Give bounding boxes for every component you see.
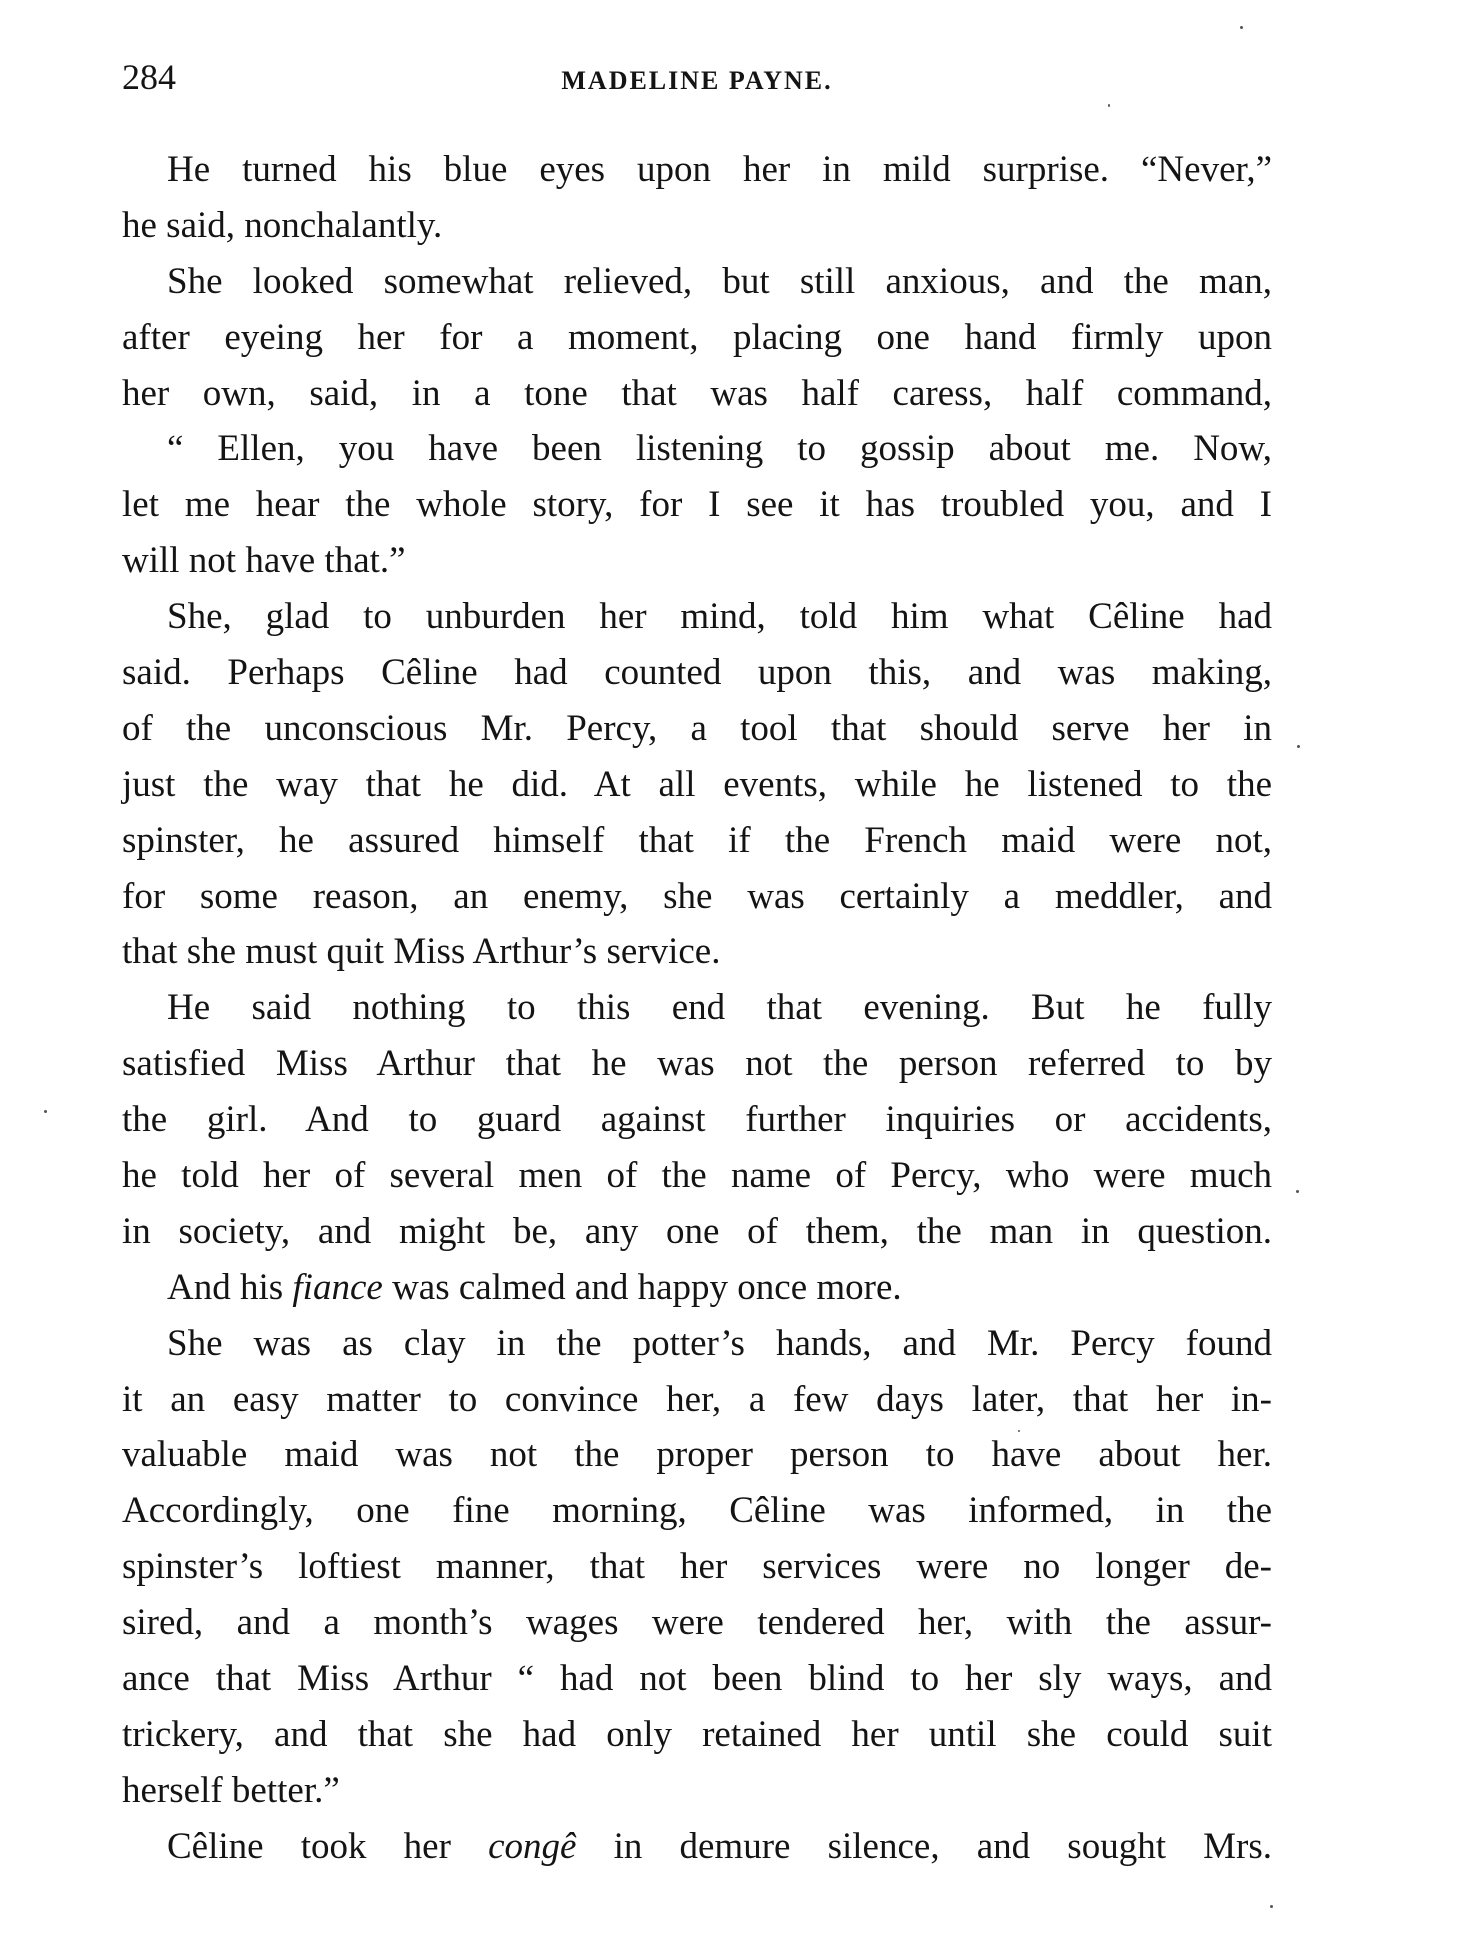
- running-head: MADELINE PAYNE.: [561, 66, 833, 95]
- text-line: trickery, and that she had only retained her until she could suit: [122, 1713, 1272, 1755]
- scan-speck: [1108, 104, 1110, 107]
- italic-word: fiance: [292, 1266, 383, 1308]
- scan-speck: [1018, 1430, 1020, 1432]
- text-line: that she must quit Miss Arthur’s service.: [122, 931, 721, 973]
- text-line: [122, 1260, 1272, 1316]
- text-line: after eyeing her for a moment, placing one hand firmly upon: [122, 316, 1272, 358]
- text-line: She, glad to unburden her mind, told him what Cêline had: [167, 596, 1272, 638]
- text-line: just the way that he did. At all events, while he listened to the: [122, 763, 1272, 805]
- text-line: in society, and might be, any one of them, the man in question.: [122, 1210, 1272, 1252]
- page-header: [122, 52, 1272, 102]
- text-line: She looked somewhat relieved, but still anxious, and the man,: [167, 260, 1272, 302]
- text-line: valuable maid was not the proper person to have about her.: [122, 1434, 1272, 1476]
- text-run: And his: [167, 1266, 293, 1308]
- text-line: he told her of several men of the name of Percy, who were much: [122, 1155, 1272, 1197]
- text-line: will not have that.”: [122, 540, 406, 582]
- text-line: satisfied Miss Arthur that he was not the person referred to by: [122, 1043, 1272, 1085]
- page-number: 284: [122, 57, 176, 97]
- text-run: Cêline took her: [167, 1825, 489, 1867]
- text-line: ance that Miss Arthur “ had not been blind to her sly ways, and: [122, 1658, 1272, 1700]
- scan-speck: [44, 1110, 47, 1113]
- text-line: for some reason, an enemy, she was certainly a meddler, and: [122, 875, 1272, 917]
- text-line: spinster’s loftiest manner, that her services were no longer de-: [122, 1546, 1272, 1588]
- text-run: was calmed and happy once more.: [382, 1266, 902, 1308]
- body-text: [122, 142, 1272, 1875]
- text-line: He said nothing to this end that evening. But he fully: [167, 987, 1272, 1029]
- text-line: her own, said, in a tone that was half caress, half command,: [122, 372, 1272, 414]
- text-line: of the unconscious Mr. Percy, a tool that should serve her in: [122, 707, 1272, 749]
- text-line: spinster, he assured himself that if the French maid were not,: [122, 819, 1272, 861]
- scan-speck: [1270, 1905, 1273, 1908]
- italic-word: congê: [488, 1825, 577, 1867]
- text-line: She was as clay in the potter’s hands, and Mr. Percy found: [167, 1322, 1272, 1364]
- text-line: the girl. And to guard against further inquiries or accidents,: [122, 1099, 1272, 1141]
- text-line: he said, nonchalantly.: [122, 204, 443, 246]
- text-line: sired, and a month’s wages were tendered her, with the assur-: [122, 1602, 1272, 1644]
- text-line: “ Ellen, you have been listening to gossip about me. Now,: [167, 428, 1272, 470]
- text-line: Accordingly, one fine morning, Cêline was informed, in the: [122, 1490, 1272, 1532]
- text-line: [122, 1819, 1272, 1875]
- text-line: it an easy matter to convince her, a few days later, that her in-: [122, 1378, 1272, 1420]
- text-line: herself better.”: [122, 1769, 340, 1811]
- text-line: let me hear the whole story, for I see it has troubled you, and I: [122, 484, 1272, 526]
- text-line: said. Perhaps Cêline had counted upon this, and was making,: [122, 652, 1272, 694]
- scan-speck: [1296, 1190, 1299, 1193]
- scan-speck: [1240, 26, 1243, 29]
- text-line: He turned his blue eyes upon her in mild surprise. “Never,”: [167, 149, 1272, 190]
- text-run: in demure silence, and sought Mrs.: [576, 1825, 1272, 1867]
- scan-speck: [1297, 745, 1300, 748]
